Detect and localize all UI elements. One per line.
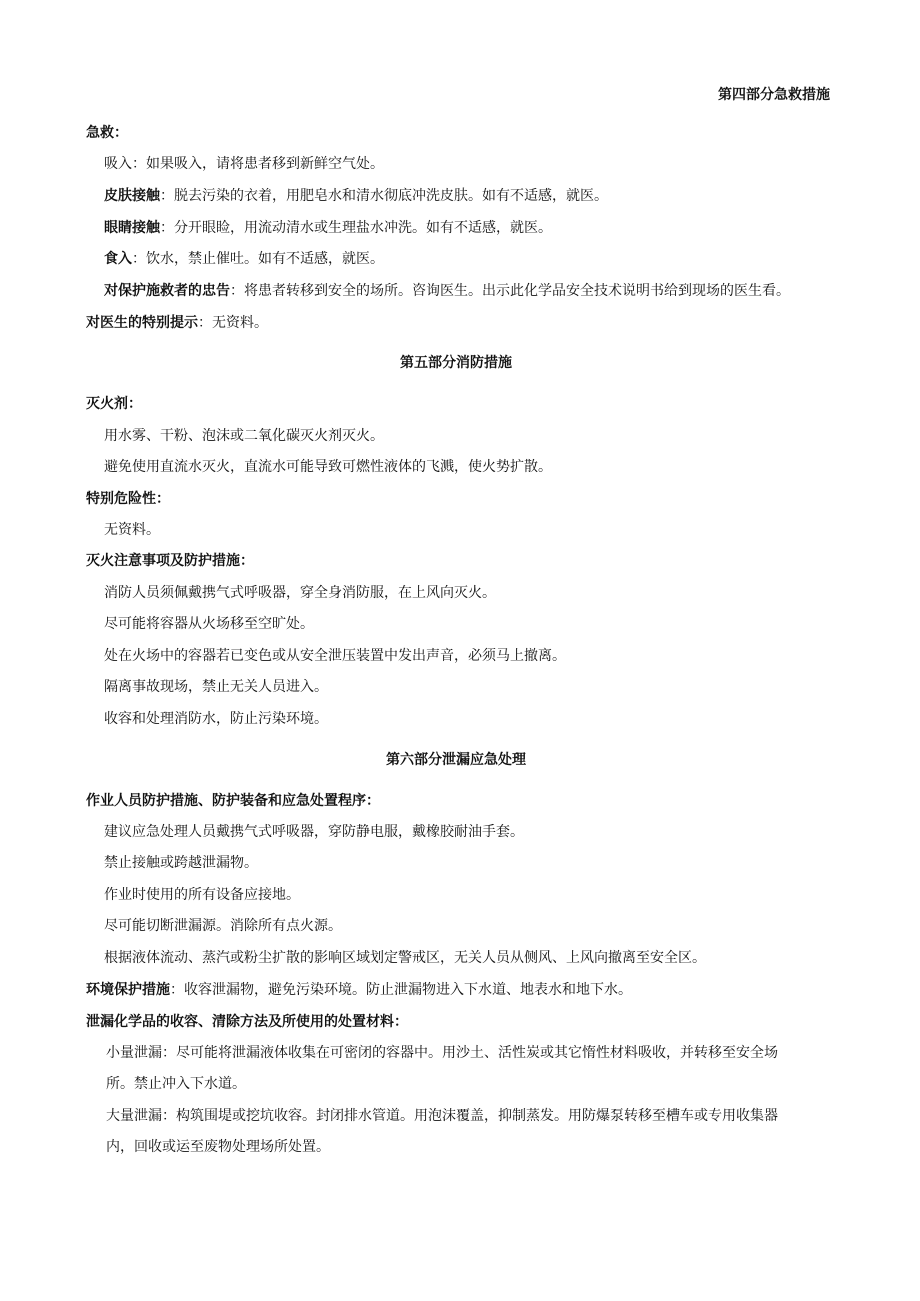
- extinguishing-agent-line: 用水雾、干粉、泡沫或二氧化碳灭火剂灭火。: [104, 428, 384, 444]
- precaution-line: 收容和处理消防水，防止污染环境。: [104, 711, 328, 727]
- environmental-protection-line: [86, 980, 632, 1000]
- environmental-protection-text: ：收容泄漏物，避免污染环境。防止泄漏物进入下水道、地表水和地下水。: [170, 982, 632, 998]
- ingestion-label: 食入: [104, 251, 132, 267]
- firefighting-precaution-label: 灭火注意事项及防护措施：: [86, 553, 254, 569]
- doctor-note-label: 对医生的特别提示: [86, 315, 198, 331]
- ingestion-line: [104, 249, 384, 269]
- precaution-line: 隔离事故现场，禁止无关人员进入。: [104, 679, 328, 695]
- doctor-note-text: ：无资料。: [198, 315, 268, 331]
- rescuer-advice-line: [104, 281, 790, 301]
- rescuer-advice-text: ：将患者转移到安全的场所。咨询医生。出示此化学品安全技术说明书给到现场的医生看。: [230, 283, 790, 299]
- personnel-line: 禁止接触或跨越泄漏物。: [104, 855, 258, 871]
- eye-contact-label: 眼睛接触: [104, 220, 160, 236]
- personnel-line: 建议应急处理人员戴携气式呼吸器，穿防静电服，戴橡胶耐油手套。: [104, 824, 524, 840]
- skin-contact-text: ：脱去污染的衣着，用肥皂水和清水彻底冲洗皮肤。如有不适感，就医。: [160, 188, 608, 204]
- ingestion-text: ：饮水，禁止催吐。如有不适感，就医。: [132, 251, 384, 267]
- personnel-protection-label: 作业人员防护措施、防护装备和应急处置程序：: [86, 793, 380, 809]
- large-spill-line: 大量泄漏：构筑围堤或挖坑收容。封闭排水管道。用泡沫覆盖，抑制蒸发。用防爆泵转移至槽车或专用收集器: [106, 1108, 778, 1124]
- special-hazard-label: 特别危险性：: [86, 491, 170, 507]
- special-hazard-text: 无资料。: [104, 522, 160, 538]
- section4-title: 第四部分急救措施: [718, 87, 830, 103]
- precaution-line: 处在火场中的容器若已变色或从安全泄压装置中发出声音，必须马上撤离。: [104, 648, 566, 664]
- section6-title: 第六部分泄漏应急处理: [386, 752, 526, 768]
- first-aid-label: 急救：: [86, 125, 128, 141]
- section5-title: 第五部分消防措施: [400, 355, 512, 371]
- precaution-line: 尽可能将容器从火场移至空旷处。: [104, 616, 314, 632]
- cleanup-method-label: 泄漏化学品的收容、清除方法及所使用的处置材料：: [86, 1014, 408, 1030]
- extinguishing-agent-line: 避免使用直流水灭火，直流水可能导致可燃性液体的飞溅，使火势扩散。: [104, 459, 552, 475]
- small-spill-line-cont: 所。禁止冲入下水道。: [106, 1076, 246, 1092]
- eye-contact-text: ：分开眼睑，用流动清水或生理盐水冲洗。如有不适感，就医。: [160, 220, 552, 236]
- personnel-line: 作业时使用的所有设备应接地。: [104, 887, 300, 903]
- skin-contact-line: [104, 186, 608, 206]
- extinguishing-agent-label: 灭火剂：: [86, 396, 142, 412]
- environmental-protection-label: 环境保护措施: [86, 982, 170, 998]
- personnel-line: 根据液体流动、蒸汽或粉尘扩散的影响区域划定警戒区，无关人员从侧风、上风向撤离至安全区。: [104, 950, 706, 966]
- eye-contact-line: [104, 218, 552, 238]
- rescuer-advice-label: 对保护施救者的忠告: [104, 283, 230, 299]
- skin-contact-label: 皮肤接触: [104, 188, 160, 204]
- small-spill-line: 小量泄漏：尽可能将泄漏液体收集在可密闭的容器中。用沙土、活性炭或其它惰性材料吸收，并转移至安全场: [106, 1045, 778, 1061]
- personnel-line: 尽可能切断泄漏源。消除所有点火源。: [104, 918, 342, 934]
- doctor-note-line: [86, 313, 268, 333]
- precaution-line: 消防人员须佩戴携气式呼吸器，穿全身消防服，在上风向灭火。: [104, 585, 496, 601]
- inhalation-text: 吸入：如果吸入，请将患者移到新鲜空气处。: [104, 156, 384, 172]
- large-spill-line-cont: 内，回收或运至废物处理场所处置。: [106, 1139, 330, 1155]
